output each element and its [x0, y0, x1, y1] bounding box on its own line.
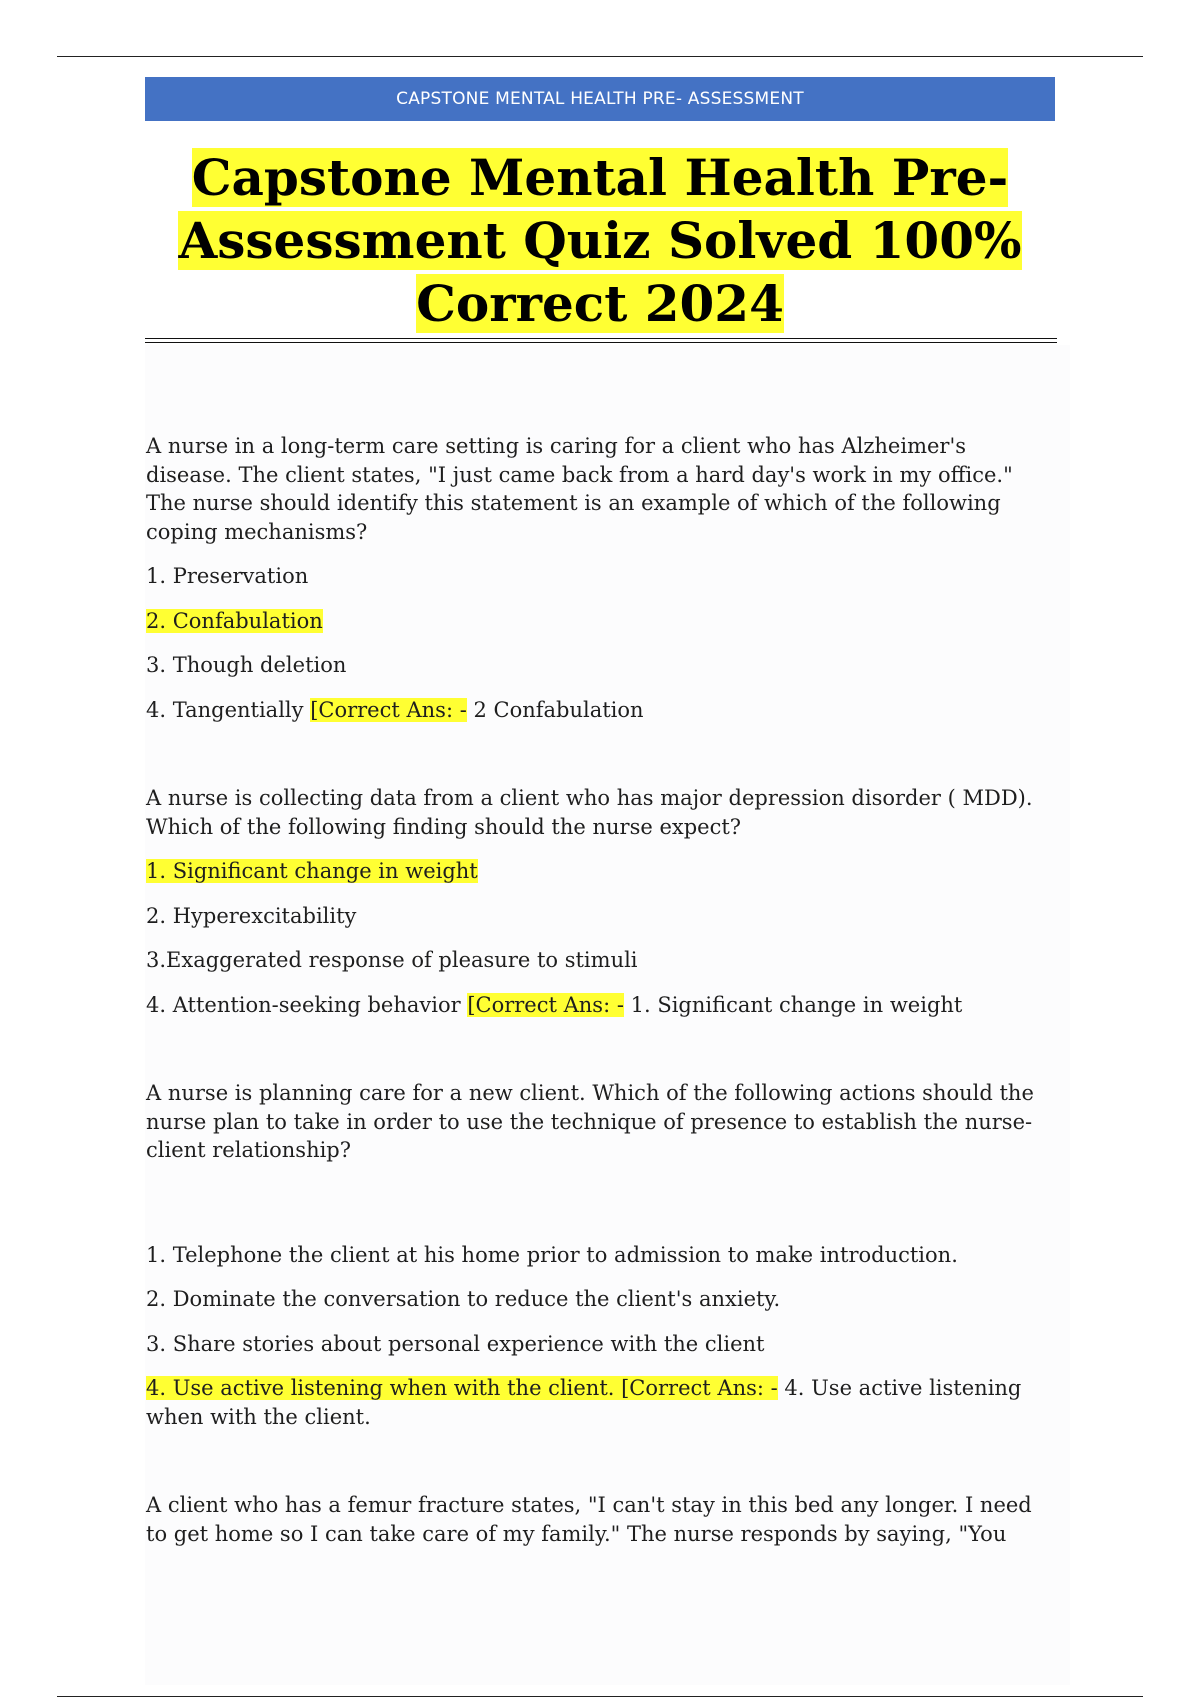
question-2-option-1-highlighted: 1. Significant change in weight: [146, 859, 478, 883]
question-3-option-2: 2. Dominate the conversation to reduce the client's anxiety.: [146, 1287, 781, 1311]
question-2-option-2: 2. Hyperexcitability: [146, 903, 357, 928]
title-rule-upper: [145, 338, 1057, 339]
title-line-1: Capstone Mental Health Pre-: [191, 148, 1009, 207]
question-1-option-4: [146, 696, 1051, 725]
question-3-option-4: [146, 1374, 1051, 1431]
page-title: [145, 146, 1055, 335]
question-2-option-4: [146, 991, 1051, 1020]
question-2-answer-text: 1. Significant change in weight: [623, 992, 963, 1017]
title-rule-lower: [145, 342, 1057, 343]
header-banner-text: CAPSTONE MENTAL HEALTH PRE- ASSESSMENT: [396, 89, 804, 109]
question-4-stem: A client who has a femur fracture states, "I can't stay in this bed any longer. I need to get home so I can take care of my family." The nurse responds by saying, "You: [146, 1493, 1032, 1546]
question-1-option-3: 3. Though deletion: [146, 653, 347, 677]
quiz-content: [146, 432, 1051, 1564]
question-1-answer-text: 2 Confabulation: [466, 697, 644, 722]
question-1-stem: A nurse in a long-term care setting is caring for a client who has Alzheimer's disease. The client states, "I just came back from a hard day's work in my office." The nurse should identify this statement is an example of which of the following coping mechanisms?: [146, 434, 1013, 544]
question-3-stem: A nurse is planning care for a new client. Which of the following actions should the nurse plan to take in order to use the technique of presence to establish the nurse-client relationship?: [146, 1081, 1034, 1162]
question-block-2: [146, 784, 1051, 1019]
question-3-option-3: 3. Share stories about personal experience with the client: [146, 1331, 765, 1356]
question-3-option-4-highlighted: 4. Use active listening when with the client. [Correct Ans: -: [146, 1376, 778, 1400]
question-1-option-2-highlighted: 2. Confabulation: [146, 608, 323, 633]
header-banner: [145, 77, 1055, 121]
question-2-option-3: 3.Exaggerated response of pleasure to stimuli: [146, 948, 638, 972]
title-line-3: Correct 2024: [416, 274, 784, 333]
title-line-2: Assessment Quiz Solved 100%: [178, 211, 1022, 270]
question-2-stem: A nurse is collecting data from a client who has major depression disorder ( MDD). Which of the following finding should the nurse expect?: [146, 786, 1033, 839]
question-block-4: [146, 1491, 1051, 1548]
question-2-answer-tag: [Correct Ans: -: [467, 992, 624, 1017]
bottom-rule: [57, 1696, 1143, 1697]
question-block-1: [146, 432, 1051, 724]
question-3-answer-text: 4. Use active listening when with the client.: [146, 1376, 1022, 1429]
question-1-option-4-text: 4. Tangentially: [146, 697, 311, 722]
question-1-option-1: 1. Preservation: [146, 564, 309, 588]
question-block-3: [146, 1079, 1051, 1431]
question-2-option-4-text: 4. Attention-seeking behavior: [146, 992, 468, 1017]
top-rule: [57, 56, 1143, 57]
question-3-option-1: 1. Telephone the client at his home prior to admission to make introduction.: [146, 1242, 958, 1267]
question-1-answer-tag: [Correct Ans: -: [310, 697, 467, 722]
